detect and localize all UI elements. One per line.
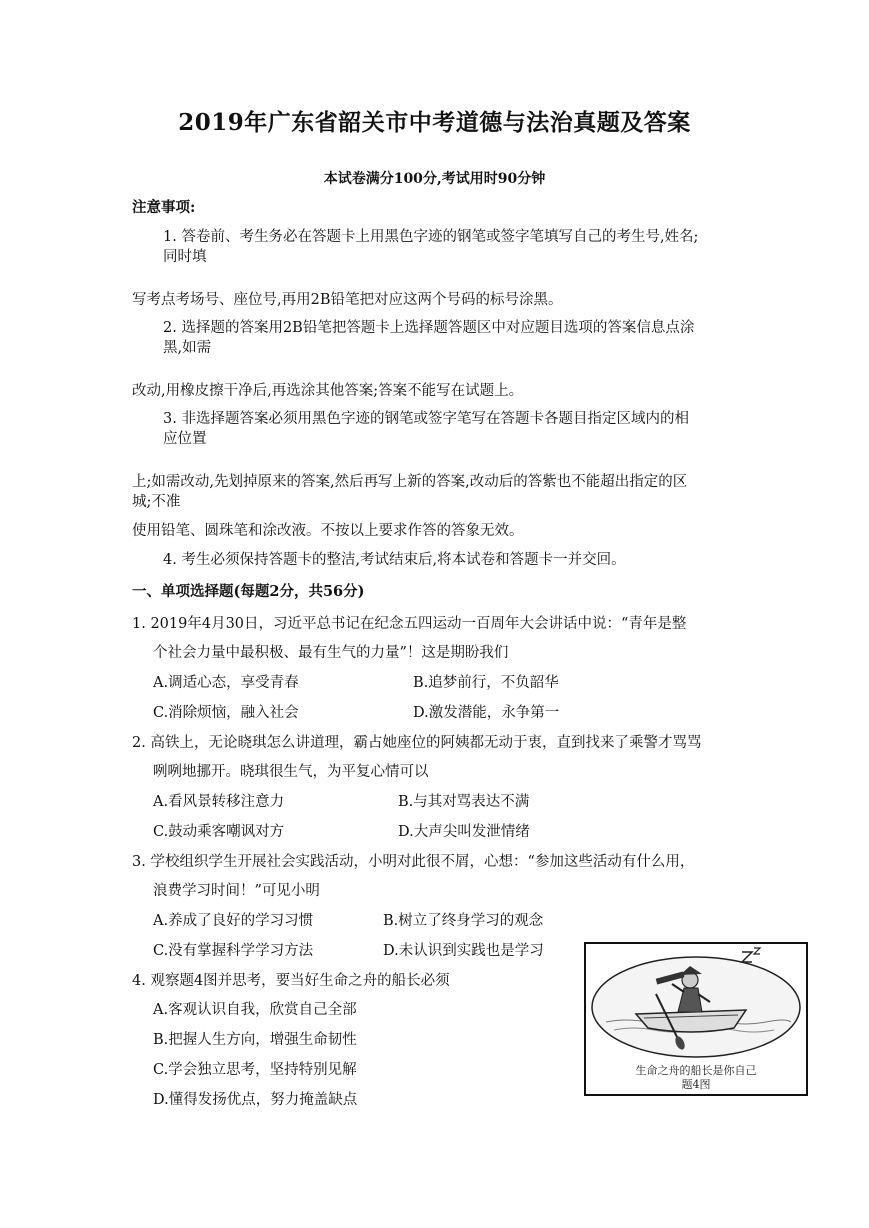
question-2-option-d: D.大声尖叫发泄情绪	[398, 824, 530, 840]
question-2-option-b: B.与其对骂表达不满	[398, 794, 530, 810]
question-1-option-b: B.追梦前行，不负韶华	[413, 675, 559, 691]
question-2-stem: 2. 高铁上，无论晓琪怎么讲道理，霸占她座位的阿姨都无动于衷，直到找来了乘警才骂骂	[132, 735, 702, 751]
page-title: 2019年广东省韶关市中考道德与法治真题及答案	[178, 109, 691, 136]
question-1-stem-cont: 个社会力量中最积极、最有生气的力量”！这是期盼我们	[153, 645, 509, 661]
question-3-option-b: B.树立了终身学习的观念	[383, 913, 544, 929]
notice-item-2-line1: 2. 选择题的答案用2B铅笔把答题卡上选择题答题区中对应题目选项的答案信息点涂	[163, 320, 695, 336]
notice-item-3-line2: 应位置	[163, 431, 207, 447]
question-3-option-c: C.没有掌握科学学习方法	[153, 943, 314, 959]
notice-item-1-line2: 同时填	[163, 249, 207, 265]
notice-item-3-cont2: 城;不准	[132, 494, 181, 510]
notice-item-2-line2: 黑,如需	[163, 340, 212, 356]
question-2-option-c: C.鼓动乘客嘲讽对方	[153, 824, 285, 840]
notice-item-3-line1: 3. 非选择题答案必须用黑色字迹的钢笔或签字笔写在答题卡各题目指定区域内的相	[163, 411, 689, 427]
question-1-option-a: A.调适心态，享受青春	[153, 675, 299, 691]
question-2-option-a: A.看风景转移注意力	[153, 794, 285, 810]
figure-label: 题4图	[681, 1078, 711, 1091]
notice-item-2-cont: 改动,用橡皮擦干净后,再选涂其他答案;答案不能写在试题上。	[132, 383, 524, 399]
section-heading: 一、单项选择题(每题2分，共56分)	[132, 583, 365, 600]
figure-caption: 生命之舟的船长是你自己	[635, 1064, 757, 1077]
question-1-option-c: C.消除烦恼，融入社会	[153, 705, 299, 721]
question-4-option-d: D.懂得发扬优点，努力掩盖缺点	[153, 1092, 358, 1108]
notice-item-3-cont3: 使用铅笔、圆珠笔和涂改液。不按以上要求作答的答象无效。	[132, 523, 524, 539]
question-1-stem: 1. 2019年4月30日，习近平总书记在纪念五四运动一百周年大会讲话中说：“青年是整	[132, 616, 687, 632]
notice-item-4-line1: 4. 考生必须保持答题卡的整洁,考试结束后,将本试卷和答题卡一并交回。	[163, 552, 626, 568]
question-4-option-b: B.把握人生方向，增强生命韧性	[153, 1032, 357, 1048]
question-4-option-a: A.客观认识自我，欣赏自己全部	[153, 1002, 357, 1018]
question-4-stem: 4. 观察题4图并思考，要当好生命之舟的船长必须	[132, 973, 450, 989]
question-3-stem: 3. 学校组织学生开展社会实践活动，小明对此很不屑，心想：“参加这些活动有什么用，	[132, 854, 695, 870]
notice-item-1-line1: 1. 答卷前、考生务必在答题卡上用黑色字迹的钢笔或签字笔填写自己的考生号,姓名;	[163, 229, 699, 245]
exam-info: 本试卷满分100分,考试用时90分钟	[323, 171, 546, 187]
question-3-option-a: A.养成了良好的学习习惯	[153, 913, 314, 929]
question-3-option-d: D.未认识到实践也是学习	[383, 943, 544, 959]
question-4-option-c: C.学会独立思考，坚持特别见解	[153, 1062, 357, 1078]
question-1-option-d: D.激发潜能，永争第一	[413, 705, 560, 721]
notice-item-1-cont: 写考点考场号、座位号,再用2B铅笔把对应这两个号码的标号涂黑。	[132, 292, 563, 308]
notice-item-3-cont: 上;如需改动,先划掉原来的答案,然后再写上新的答案,改动后的答紫也不能超出指定的区	[132, 474, 688, 490]
notice-heading: 注意事项:	[132, 199, 196, 216]
question-2-stem-cont: 咧咧地挪开。晓琪很生气，为平复心情可以	[153, 764, 429, 780]
question-4-figure	[584, 942, 808, 1096]
question-3-stem-cont: 浪费学习时间！”可见小明	[153, 883, 320, 899]
